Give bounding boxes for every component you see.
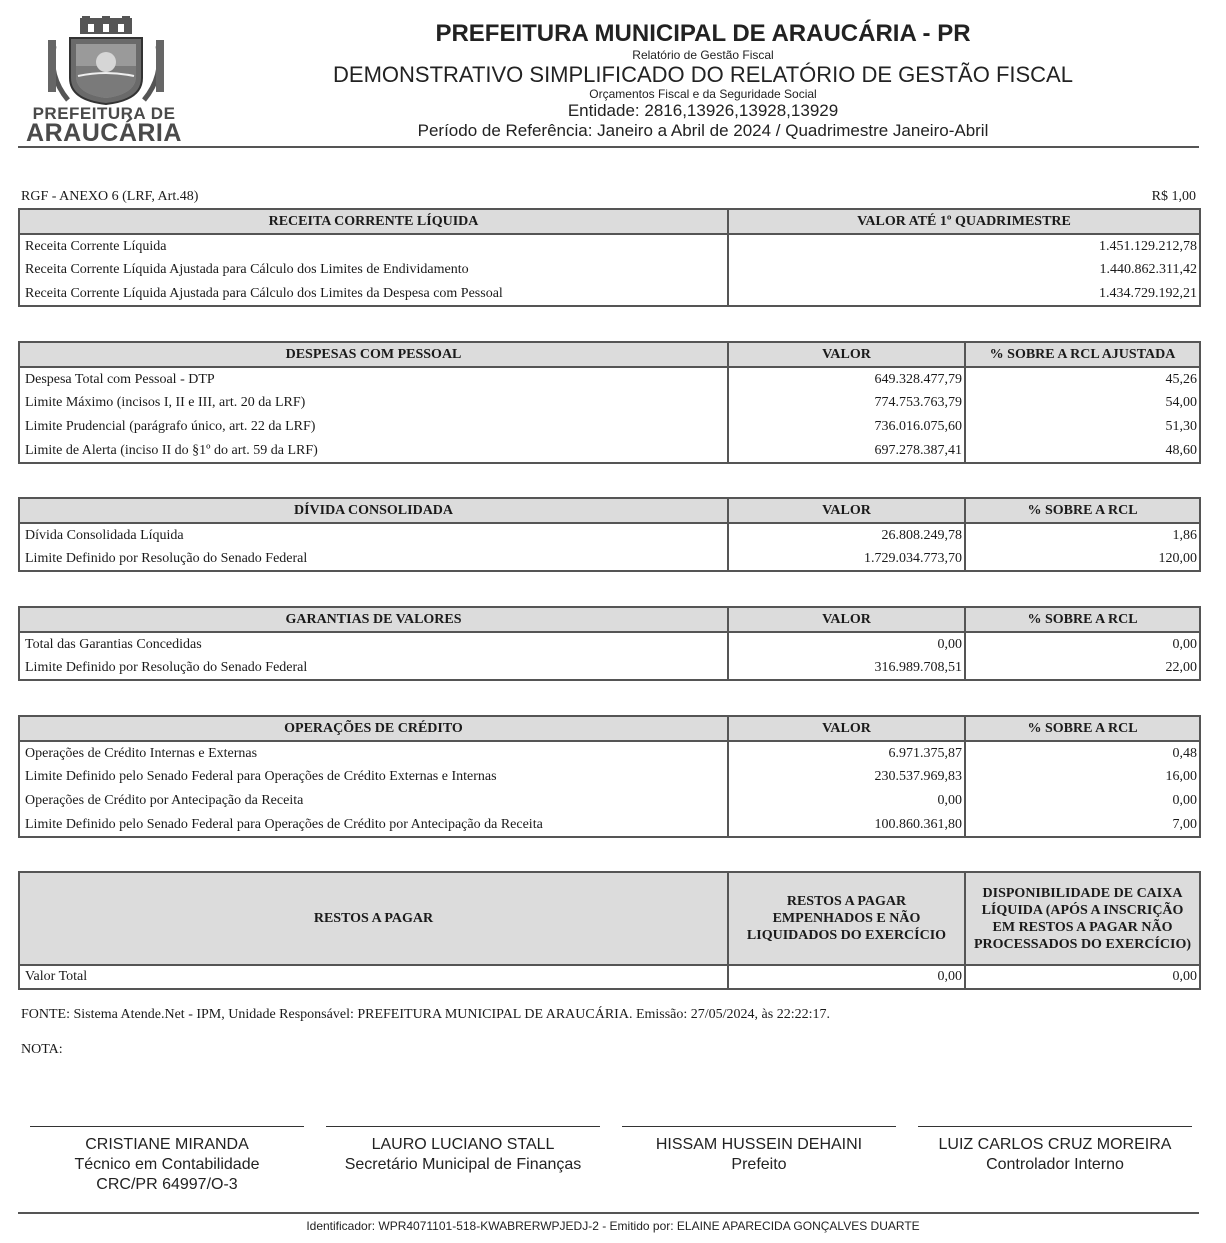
header-divider: [18, 146, 1199, 148]
signatory-name: HISSAM HUSSEIN DEHAINI: [655, 1136, 863, 1153]
table-row: [19, 367, 1200, 391]
row-percent: 51,30: [965, 415, 1200, 439]
row-value: 6.971.375,87: [728, 741, 965, 765]
table-row: [19, 415, 1200, 439]
signatory-name: LAURO LUCIANO STALL: [371, 1136, 555, 1153]
consolidated-debt-table: [18, 497, 1201, 572]
row-value: 0,00: [728, 632, 965, 656]
table-header-row: [19, 498, 1200, 523]
row-label: Limite Prudencial (parágrafo único, art. 22 da LRF): [19, 415, 728, 439]
row-percent: 0,48: [965, 741, 1200, 765]
entity-line: Entidade: 2816,13926,13928,13929: [567, 101, 839, 120]
column-header: VALOR ATÉ 1º QUADRIMESTRE: [728, 209, 1200, 234]
table-row: [19, 282, 1200, 306]
row-label: Operações de Crédito Internas e Externas: [19, 741, 728, 765]
column-header: % SOBRE A RCL: [965, 498, 1200, 523]
row-value: 1.729.034.773,70: [728, 547, 965, 571]
report-type: Relatório de Gestão Fiscal: [632, 48, 774, 62]
row-value: 649.328.477,79: [728, 367, 965, 391]
column-header: RESTOS A PAGAR: [19, 872, 728, 965]
annex-label: RGF - ANEXO 6 (LRF, Art.48): [21, 189, 199, 204]
personnel-expenses-table: [18, 341, 1201, 464]
signature-block: [622, 1126, 896, 1175]
row-label: Receita Corrente Líquida Ajustada para Cálculo dos Limites da Despesa com Pessoal: [19, 282, 728, 306]
table-header-row: [19, 607, 1200, 632]
row-percent: 120,00: [965, 547, 1200, 571]
column-header: % SOBRE A RCL AJUSTADA: [965, 342, 1200, 367]
column-header: RECEITA CORRENTE LÍQUIDA: [19, 209, 728, 234]
table-row: [19, 632, 1200, 656]
row-value: 26.808.249,78: [728, 523, 965, 547]
row-label: Limite Definido pelo Senado Federal para Operações de Crédito por Antecipação da Receita: [19, 813, 728, 837]
column-header: VALOR: [728, 716, 965, 741]
row-label: Receita Corrente Líquida: [19, 234, 728, 258]
row-value: 0,00: [728, 789, 965, 813]
row-value: 0,00: [728, 965, 965, 989]
rcl-table: [18, 208, 1201, 307]
table-row: [19, 391, 1200, 415]
reference-period: Período de Referência: Janeiro a Abril de 2024 / Quadrimestre Janeiro-Abril: [417, 121, 989, 140]
row-value: 230.537.969,83: [728, 765, 965, 789]
guarantees-table: [18, 606, 1201, 681]
report-title: DEMONSTRATIVO SIMPLIFICADO DO RELATÓRIO DE GESTÃO FISCAL: [333, 62, 1073, 87]
table-row: [19, 523, 1200, 547]
column-header: % SOBRE A RCL: [965, 716, 1200, 741]
note-label: NOTA:: [21, 1042, 63, 1057]
column-header: DISPONIBILIDADE DE CAIXA LÍQUIDA (APÓS A INSCRIÇÃO EM RESTOS A PAGAR NÃO PROCESSADOS DO EXERCÍCIO): [965, 872, 1200, 965]
table-row: [19, 741, 1200, 765]
column-header: VALOR: [728, 342, 965, 367]
signatory-role: Prefeito: [731, 1156, 787, 1173]
row-value: 736.016.075,60: [728, 415, 965, 439]
row-percent: 7,00: [965, 813, 1200, 837]
signatory-role: Controlador Interno: [986, 1156, 1124, 1173]
signatory-role: Secretário Municipal de Finanças: [344, 1156, 582, 1173]
table-header-row: [19, 342, 1200, 367]
table-row: [19, 789, 1200, 813]
municipal-coat-of-arms-logo: [18, 16, 190, 147]
row-label: Limite Definido pelo Senado Federal para Operações de Crédito Externas e Internas: [19, 765, 728, 789]
footer-divider: [18, 1212, 1199, 1214]
row-value: 1.440.862.311,42: [728, 258, 1200, 282]
row-percent: 22,00: [965, 656, 1200, 680]
signatory-registration: CRC/PR 64997/O-3: [96, 1176, 238, 1193]
row-label: Receita Corrente Líquida Ajustada para Cálculo dos Limites de Endividamento: [19, 258, 728, 282]
coat-of-arms-icon: [18, 16, 190, 106]
table-row: [19, 813, 1200, 837]
row-label: Despesa Total com Pessoal - DTP: [19, 367, 728, 391]
row-percent: 1,86: [965, 523, 1200, 547]
row-label: Limite Definido por Resolução do Senado Federal: [19, 547, 728, 571]
column-header: VALOR: [728, 607, 965, 632]
table-row: [19, 965, 1200, 989]
row-value: 774.753.763,79: [728, 391, 965, 415]
page-title: PREFEITURA MUNICIPAL DE ARAUCÁRIA - PR: [435, 20, 971, 47]
column-header: VALOR: [728, 498, 965, 523]
row-percent: 0,00: [965, 632, 1200, 656]
signature-block: [918, 1126, 1192, 1175]
currency-unit: R$ 1,00: [1151, 189, 1196, 204]
row-label: Operações de Crédito por Antecipação da Receita: [19, 789, 728, 813]
row-value: 100.860.361,80: [728, 813, 965, 837]
column-header: DÍVIDA CONSOLIDADA: [19, 498, 728, 523]
row-value: 697.278.387,41: [728, 439, 965, 463]
row-label: Total das Garantias Concedidas: [19, 632, 728, 656]
table-row: [19, 547, 1200, 571]
signatory-name: CRISTIANE MIRANDA: [85, 1136, 249, 1153]
row-percent: 0,00: [965, 789, 1200, 813]
row-label: Limite Máximo (incisos I, II e III, art. 20 da LRF): [19, 391, 728, 415]
table-row: [19, 439, 1200, 463]
table-row: [19, 656, 1200, 680]
table-row: [19, 258, 1200, 282]
row-percent: 45,26: [965, 367, 1200, 391]
logo-text-line1: PREFEITURA DE: [32, 104, 176, 123]
signature-block: [326, 1126, 600, 1175]
column-header: % SOBRE A RCL: [965, 607, 1200, 632]
credit-operations-table: [18, 715, 1201, 838]
column-header: RESTOS A PAGAR EMPENHADOS E NÃO LIQUIDADOS DO EXERCÍCIO: [728, 872, 965, 965]
row-percent: 48,60: [965, 439, 1200, 463]
table-header-row: [19, 209, 1200, 234]
signatory-name: LUIZ CARLOS CRUZ MOREIRA: [938, 1136, 1172, 1153]
row-value: 1.434.729.192,21: [728, 282, 1200, 306]
budget-scope: Orçamentos Fiscal e da Seguridade Social: [589, 87, 817, 101]
column-header: GARANTIAS DE VALORES: [19, 607, 728, 632]
row-percent: 54,00: [965, 391, 1200, 415]
signatory-role: Técnico em Contabilidade: [74, 1156, 260, 1173]
row-label: Valor Total: [19, 965, 728, 989]
table-header-row: [19, 716, 1200, 741]
table-header-row: [19, 872, 1200, 965]
row-label: Limite Definido por Resolução do Senado Federal: [19, 656, 728, 680]
column-header: OPERAÇÕES DE CRÉDITO: [19, 716, 728, 741]
document-identifier: Identificador: WPR4071101-518-KWABRERWPJEDJ-2 - Emitido por: ELAINE APARECIDA GONÇALVES DUARTE: [306, 1219, 920, 1233]
row-percent: 16,00: [965, 765, 1200, 789]
source-note: FONTE: Sistema Atende.Net - IPM, Unidade Responsável: PREFEITURA MUNICIPAL DE ARAUCÁRIA. Emissão: 27/05/2024, às 22:22:17.: [21, 1007, 830, 1022]
row-value-cash: 0,00: [965, 965, 1200, 989]
table-row: [19, 234, 1200, 258]
logo-text-line2: ARAUCÁRIA: [26, 119, 182, 147]
row-label: Dívida Consolidada Líquida: [19, 523, 728, 547]
payables-table: [18, 871, 1201, 990]
column-header: DESPESAS COM PESSOAL: [19, 342, 728, 367]
table-row: [19, 765, 1200, 789]
row-label: Limite de Alerta (inciso II do §1º do art. 59 da LRF): [19, 439, 728, 463]
row-value: 1.451.129.212,78: [728, 234, 1200, 258]
signature-block: [30, 1126, 304, 1195]
row-value: 316.989.708,51: [728, 656, 965, 680]
